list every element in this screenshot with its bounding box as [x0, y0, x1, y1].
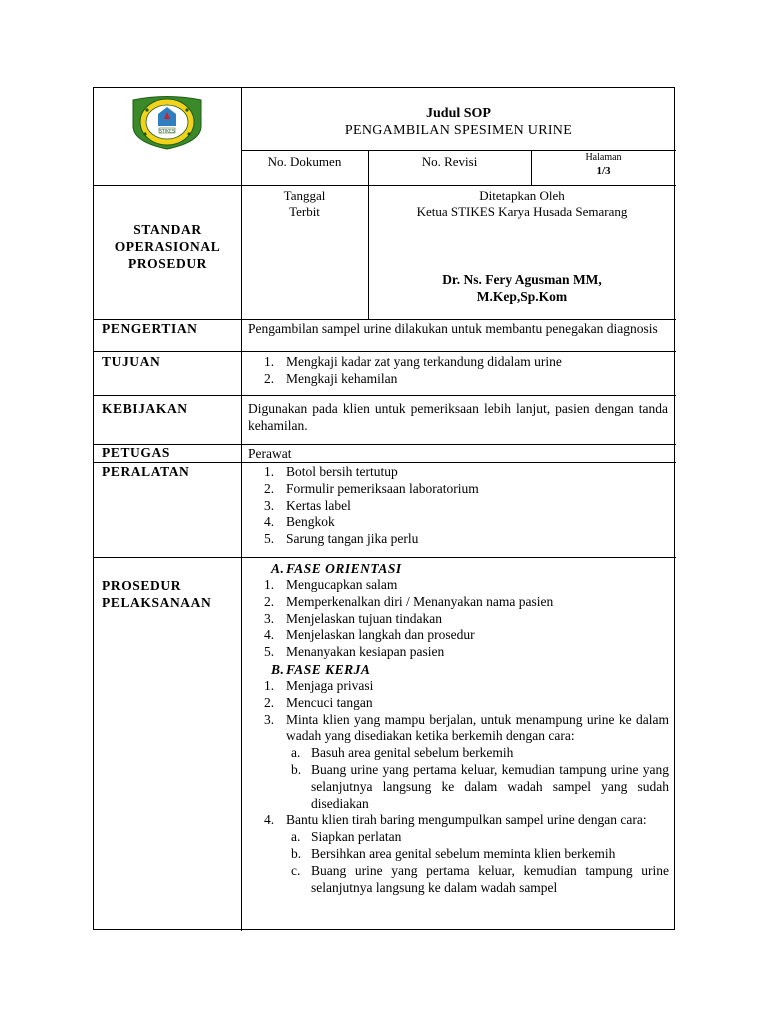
list-item: 3. Minta klien yang mampu berjalan, untuk menampung urine ke dalam wadah yang disediakan ketika berkemih dengan cara: — [264, 711, 669, 744]
list-item: 2. Mencuci tangan — [264, 694, 373, 710]
row-divider — [94, 557, 676, 558]
signer-name: Dr. Ns. Fery Agusman MM, M.Kep,Sp.Kom — [442, 272, 602, 304]
sub-item: b. Buang urine yang pertama keluar, kemudian tampung urine yang selanjutnya langsung ke dalam wadah sampel yang sudah disediakan — [291, 761, 669, 811]
list-item: 2. Memperkenalkan diri / Menanyakan nama pasien — [264, 593, 554, 609]
pengertian-text: Pengambilan sampel urine dilakukan untuk membantu penegakan diagnosis — [248, 321, 658, 336]
petugas-text: Perawat — [248, 446, 292, 461]
list-item: 4. Bengkok — [264, 514, 335, 530]
stikes-logo — [128, 92, 206, 150]
prosedur-label: PROSEDUR PELAKSANAAN — [102, 578, 212, 610]
list-item: 4. Bantu klien tirah baring mengumpulkan sampel urine dengan cara: — [264, 812, 647, 828]
list-item: 2. Mengkaji kehamilan — [264, 370, 398, 386]
list-item: 1. Mengkaji kadar zat yang terkandung didalam urine — [264, 354, 562, 369]
row-divider — [94, 351, 676, 352]
doc-number-label: No. Dokumen — [267, 154, 342, 169]
sub-item: a. Basuh area genital sebelum berkemih — [291, 745, 514, 761]
revision-label: No. Revisi — [421, 154, 478, 169]
tujuan-list — [241, 354, 671, 388]
list-item: 2. Formulir pemeriksaan laboratorium — [264, 480, 479, 496]
peralatan-list — [241, 464, 671, 548]
page-number: 1/3 — [596, 165, 611, 177]
issue-date-label: Tanggal Terbit — [283, 188, 326, 219]
page-label: Halaman — [585, 152, 622, 163]
approval-block: Ditetapkan Oleh Ketua STIKES Karya Husada Semarang — [416, 188, 628, 219]
phase-kerja-heading: B. FASE KERJA — [271, 661, 371, 677]
kebijakan-label: KEBIJAKAN — [102, 401, 188, 416]
list-item: 3. Menjelaskan tujuan tindakan — [264, 610, 442, 626]
phase-orientasi-heading: A. FASE ORIENTASI — [271, 561, 402, 576]
pengertian-label: PENGERTIAN — [102, 321, 198, 336]
row-divider — [94, 444, 676, 445]
sop-document — [93, 87, 675, 930]
sub-item: a. Siapkan perlatan — [291, 829, 402, 845]
sop-label: STANDAR OPERASIONAL PROSEDUR — [114, 222, 221, 271]
prosedur-content — [241, 560, 669, 896]
row-divider — [94, 395, 676, 396]
row-divider — [241, 185, 676, 186]
petugas-label: PETUGAS — [102, 445, 170, 460]
list-item: 4. Menjelaskan langkah dan prosedur — [264, 627, 475, 643]
row-divider — [94, 185, 241, 186]
kebijakan-text: Digunakan pada klien untuk pemeriksaan lebih lanjut, pasien dengan tanda kehamilan. — [248, 401, 668, 433]
sop-title: Judul SOP — [426, 106, 491, 121]
sub-item: c. Buang urine yang pertama keluar, kemudian tampung urine selanjutnya langsung ke dalam wadah sampel — [291, 862, 669, 895]
svg-text:STIKES: STIKES — [159, 129, 175, 135]
list-item: 1. Menjaga privasi — [264, 677, 374, 693]
sub-item: b. Bersihkan area genital sebelum meminta klien berkemih — [291, 845, 616, 861]
peralatan-label: PERALATAN — [102, 464, 190, 479]
row-divider — [241, 150, 676, 151]
row-divider — [94, 319, 676, 320]
list-item: 1. Botol bersih tertutup — [264, 464, 398, 479]
list-item: 1. Mengucapkan salam — [264, 577, 398, 592]
sop-subtitle: PENGAMBILAN SPESIMEN URINE — [344, 123, 573, 138]
list-item: 5. Sarung tangan jika perlu — [264, 531, 419, 547]
list-item: 3. Kertas label — [264, 497, 351, 513]
list-item: 5. Menanyakan kesiapan pasien — [264, 644, 445, 660]
row-divider — [94, 462, 676, 463]
tujuan-label: TUJUAN — [102, 354, 161, 369]
